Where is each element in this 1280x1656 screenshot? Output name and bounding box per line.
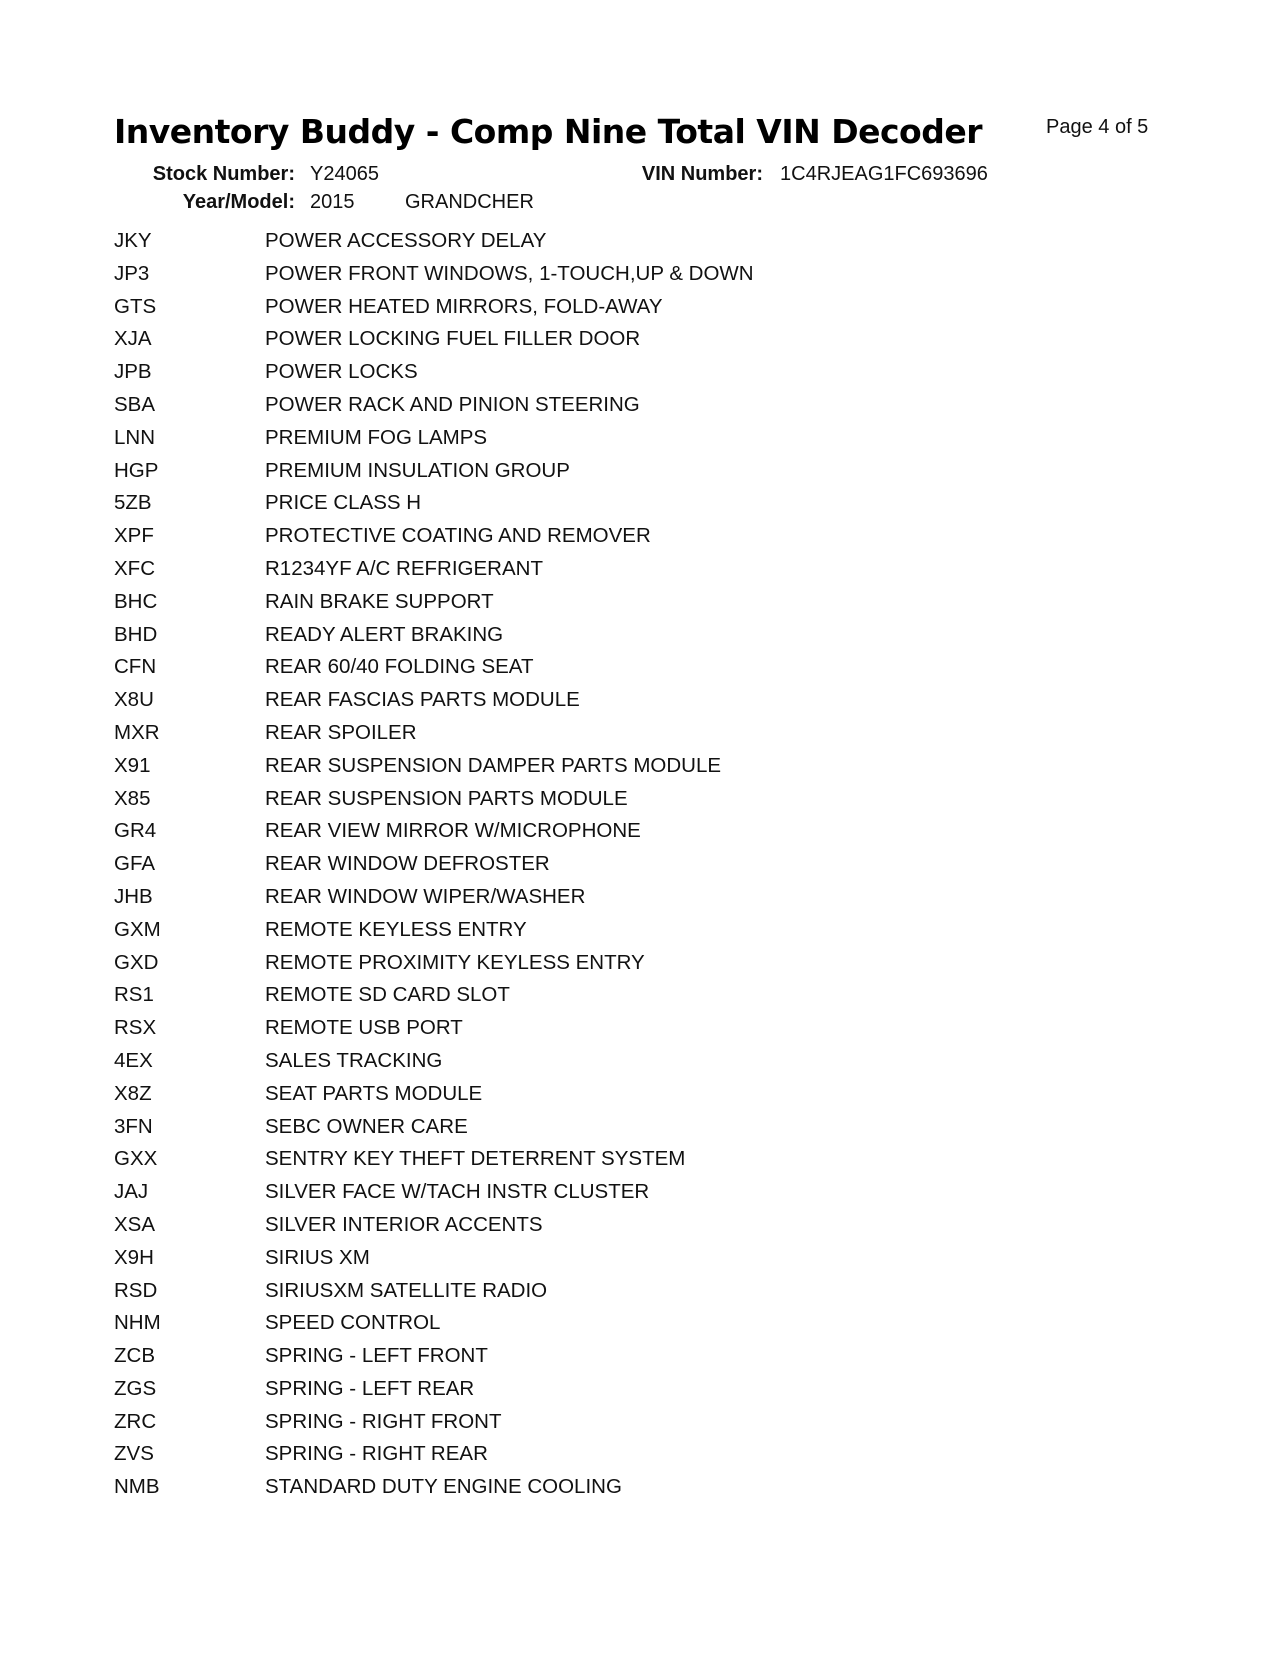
option-code: JKY [114,229,152,252]
option-code: BHD [114,622,158,646]
stock-number-value: Y24065 [310,163,379,185]
option-description: SEBC OWNER CARE [265,1114,468,1138]
option-code-list [114,225,1214,1504]
option-row [114,619,1214,652]
option-description: SEAT PARTS MODULE [265,1081,483,1105]
option-code: X8Z [114,1081,152,1105]
option-code: ZRC [114,1409,157,1433]
option-description: REMOTE USB PORT [265,1016,463,1040]
option-description: SPRING - RIGHT REAR [265,1442,488,1466]
option-row [114,1209,1214,1242]
option-code: SBA [114,392,156,416]
vin-number-label: VIN Number: [641,163,763,185]
option-row [114,979,1214,1012]
option-row [114,750,1214,783]
option-row [114,1373,1214,1406]
option-code: GFA [114,852,156,876]
option-row [114,881,1214,914]
option-row [114,1012,1214,1045]
option-code: 5ZB [114,491,152,515]
option-code: JHB [114,884,153,908]
option-code: NHM [114,1311,161,1335]
option-description: REAR WINDOW WIPER/WASHER [265,884,586,908]
option-row [114,717,1214,750]
vin-number-value: 1C4RJEAG1FC693696 [780,163,988,185]
option-row [114,1471,1214,1504]
option-row [114,356,1214,389]
option-row [114,815,1214,848]
option-row [114,1275,1214,1308]
option-code: X91 [114,753,151,777]
option-row [114,1111,1214,1144]
option-description: PRICE CLASS H [265,491,422,515]
option-code: GR4 [114,819,157,843]
option-row [114,323,1214,356]
option-row [114,1143,1214,1176]
option-code: CFN [114,655,157,679]
option-code: RSX [114,1016,157,1040]
option-row [114,553,1214,586]
option-description: POWER ACCESSORY DELAY [265,229,547,252]
option-description: SPRING - LEFT REAR [265,1376,475,1400]
option-row [114,848,1214,881]
option-description: SPRING - LEFT FRONT [265,1344,488,1368]
option-row [114,783,1214,816]
document-title: Inventory Buddy - Comp Nine Total VIN Decoder [114,112,982,151]
option-description: POWER FRONT WINDOWS, 1-TOUCH,UP & DOWN [265,261,754,285]
option-description: SIRIUS XM [265,1245,370,1269]
option-description: PREMIUM INSULATION GROUP [265,458,570,482]
option-code: NMB [114,1475,160,1499]
option-code: ZGS [114,1376,157,1400]
option-description: REAR FASCIAS PARTS MODULE [265,688,580,712]
option-description: REAR WINDOW DEFROSTER [265,852,550,876]
option-row [114,1438,1214,1471]
option-description: REMOTE SD CARD SLOT [265,983,510,1007]
option-row [114,586,1214,619]
option-description: READY ALERT BRAKING [265,622,504,646]
option-code: JAJ [114,1180,149,1204]
year-value: 2015 [310,191,355,213]
option-code: RS1 [114,983,154,1007]
option-description: RAIN BRAKE SUPPORT [265,589,494,613]
option-description: POWER LOCKS [265,360,418,384]
option-code: GXX [114,1147,158,1171]
option-description: REAR VIEW MIRROR W/MICROPHONE [265,819,641,843]
option-description: POWER HEATED MIRRORS, FOLD-AWAY [265,294,663,318]
year-model-label: Year/Model: [182,191,295,213]
option-code: MXR [114,720,160,744]
option-code: XFC [114,556,155,580]
option-description: PREMIUM FOG LAMPS [265,425,488,449]
option-code: LNN [114,425,156,449]
option-row [114,291,1214,324]
option-code: X8U [114,688,154,712]
option-description: POWER LOCKING FUEL FILLER DOOR [265,327,641,351]
option-code: GTS [114,294,157,318]
option-row [114,1340,1214,1373]
option-code: GXD [114,950,159,974]
option-code: JP3 [114,261,150,285]
option-description: SPEED CONTROL [265,1311,441,1335]
option-description: PROTECTIVE COATING AND REMOVER [265,524,651,548]
option-description: REAR SPOILER [265,720,417,744]
option-description: REAR SUSPENSION PARTS MODULE [265,786,628,810]
option-code: ZVS [114,1442,154,1466]
option-description: REMOTE PROXIMITY KEYLESS ENTRY [265,950,645,974]
option-description: SPRING - RIGHT FRONT [265,1409,502,1433]
option-code: XPF [114,524,154,548]
option-description: SILVER INTERIOR ACCENTS [265,1212,543,1236]
page-number: Page 4 of 5 [1046,116,1149,138]
option-row [114,389,1214,422]
option-row [114,455,1214,488]
option-code: RSD [114,1278,158,1302]
option-description: SALES TRACKING [265,1048,443,1072]
option-description: SIRIUSXM SATELLITE RADIO [265,1278,548,1302]
option-description: R1234YF A/C REFRIGERANT [265,556,543,580]
option-code: HGP [114,458,159,482]
option-row [114,225,1214,258]
option-code: 4EX [114,1048,153,1072]
option-description: POWER RACK AND PINION STEERING [265,392,640,416]
option-code: XSA [114,1212,156,1236]
option-code: BHC [114,589,158,613]
option-row [114,1406,1214,1439]
option-row [114,651,1214,684]
option-code: XJA [114,327,152,351]
option-code: JPB [114,360,152,384]
option-description: SENTRY KEY THEFT DETERRENT SYSTEM [265,1147,686,1171]
model-value: GRANDCHER [405,191,534,213]
option-description: REAR 60/40 FOLDING SEAT [265,655,534,679]
option-description: REAR SUSPENSION DAMPER PARTS MODULE [265,753,722,777]
option-description: REMOTE KEYLESS ENTRY [265,917,527,941]
option-row [114,947,1214,980]
option-code: ZCB [114,1344,155,1368]
option-row [114,1176,1214,1209]
option-row [114,684,1214,717]
option-description: STANDARD DUTY ENGINE COOLING [265,1475,622,1499]
option-row [114,258,1214,291]
option-code: X9H [114,1245,154,1269]
option-code: GXM [114,917,161,941]
option-row [114,1045,1214,1078]
option-row [114,914,1214,947]
option-row [114,1307,1214,1340]
option-row [114,1078,1214,1111]
stock-number-label: Stock Number: [152,163,295,185]
option-code: X85 [114,786,151,810]
option-description: SILVER FACE W/TACH INSTR CLUSTER [265,1180,650,1204]
option-row [114,487,1214,520]
option-row [114,1242,1214,1275]
option-row [114,422,1214,455]
option-row [114,520,1214,553]
option-code: 3FN [114,1114,153,1138]
